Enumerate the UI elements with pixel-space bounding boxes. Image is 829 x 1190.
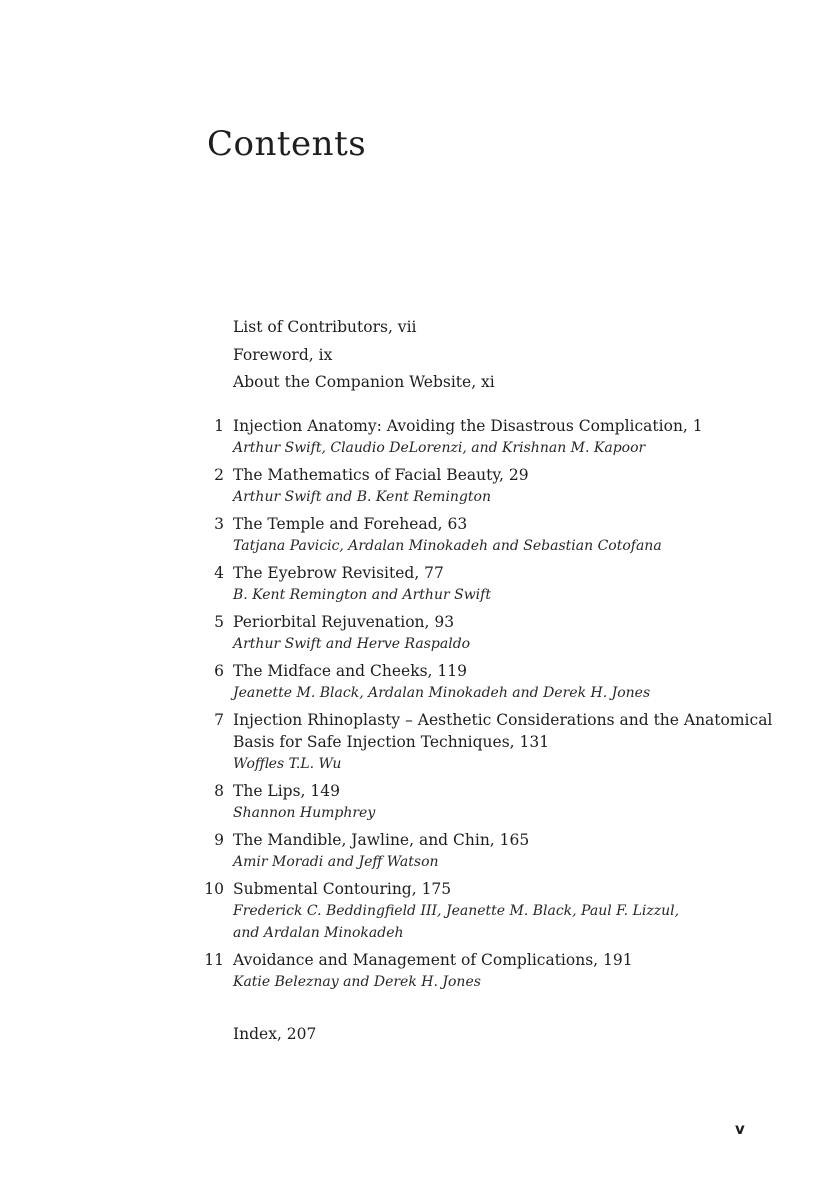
chapter-entry[interactable] [200,611,780,655]
chapter-title: The Mandible, Jawline, and Chin, 165 [233,831,530,849]
chapter-number: 9 [214,831,224,849]
chapter-title: The Eyebrow Revisited, 77 [233,564,444,582]
chapter-number: 11 [204,951,224,969]
chapter-number: 7 [214,711,224,729]
chapter-title: The Mathematics of Facial Beauty, 29 [233,466,529,484]
chapter-entry[interactable] [200,709,780,775]
chapter-number: 5 [214,613,224,631]
chapter-entry[interactable] [200,513,780,557]
chapter-authors: Jeanette M. Black, Ardalan Minokadeh and Derek H. Jones [233,685,651,701]
chapter-authors: Frederick C. Beddingfield III, Jeanette M. Black, Paul F. Lizzul, [233,903,680,919]
chapter-authors: Arthur Swift, Claudio DeLorenzi, and Krishnan M. Kapoor [233,440,646,456]
chapter-number: 10 [204,880,224,898]
chapter-number: 4 [214,564,224,582]
chapter-title: The Temple and Forehead, 63 [233,515,468,533]
chapter-title: Avoidance and Management of Complications, 191 [233,951,633,969]
front-matter-contributors[interactable]: List of Contributors, vii [233,318,417,336]
chapter-authors: and Ardalan Minokadeh [233,925,404,941]
chapter-number: 8 [214,782,224,800]
chapter-title: Injection Rhinoplasty – Aesthetic Considerations and the Anatomical [233,711,773,729]
chapter-title: The Midface and Cheeks, 119 [233,662,467,680]
chapter-title: Injection Anatomy: Avoiding the Disastrous Complication, 1 [233,417,703,435]
chapter-entry[interactable] [200,949,780,993]
chapter-title: Submental Contouring, 175 [233,880,452,898]
chapter-entry[interactable] [200,829,780,873]
chapter-authors: Arthur Swift and B. Kent Remington [233,489,491,505]
front-matter-foreword[interactable]: Foreword, ix [233,345,333,364]
chapter-list [200,415,780,998]
chapter-entry[interactable] [200,878,780,944]
chapter-authors: Woffles T.L. Wu [233,756,342,772]
front-matter-list [233,314,495,397]
chapter-entry[interactable] [200,415,780,459]
front-matter-companion-website[interactable]: About the Companion Website, xi [233,373,495,391]
chapter-title: Periorbital Rejuvenation, 93 [233,613,455,631]
chapter-entry[interactable] [200,562,780,606]
chapter-number: 3 [214,515,224,533]
chapter-number: 2 [214,466,224,484]
chapter-entry[interactable] [200,780,780,824]
chapter-authors: Shannon Humphrey [233,805,376,821]
chapter-authors: Katie Beleznay and Derek H. Jones [233,974,481,990]
index-entry[interactable]: Index, 207 [233,1025,317,1043]
chapter-authors: B. Kent Remington and Arthur Swift [233,587,491,603]
chapter-number: 6 [214,662,224,680]
chapter-authors: Amir Moradi and Jeff Watson [233,854,439,870]
page-title: Contents [207,124,367,164]
chapter-entry[interactable] [200,464,780,508]
page-number: v [735,1120,745,1138]
chapter-title: Basis for Safe Injection Techniques, 131 [233,733,550,751]
chapter-authors: Tatjana Pavicic, Ardalan Minokadeh and Sebastian Cotofana [233,538,662,554]
chapter-number: 1 [214,417,224,435]
chapter-title: The Lips, 149 [233,782,340,800]
chapter-authors: Arthur Swift and Herve Raspaldo [233,636,471,652]
chapter-entry[interactable] [200,660,780,704]
